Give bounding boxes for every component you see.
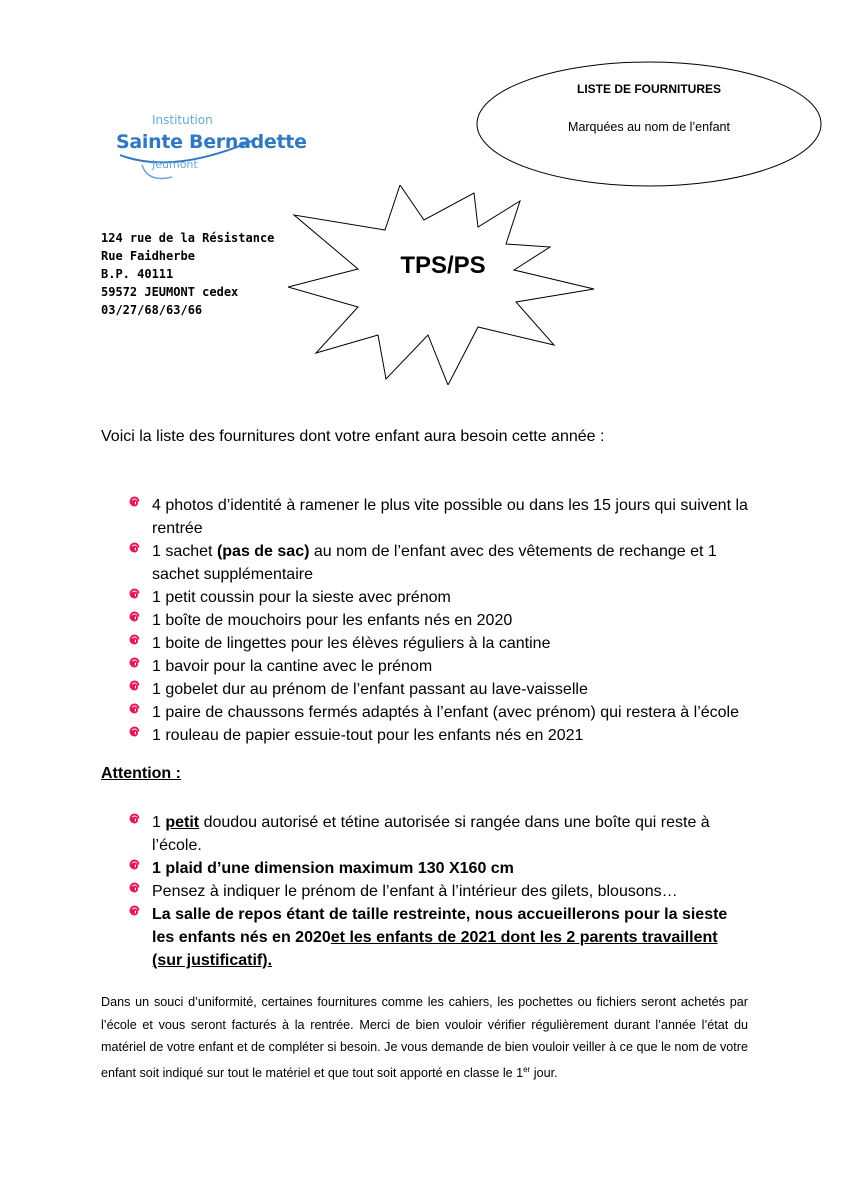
spiral-bullet-icon bbox=[126, 726, 140, 740]
spiral-bullet-icon bbox=[126, 542, 140, 556]
list-item: 1 sachet (pas de sac) au nom de l’enfant avec des vêtements de rechange et 1 sachet supplémentaire bbox=[126, 540, 752, 586]
spiral-bullet-icon bbox=[126, 905, 140, 919]
spiral-bullet-icon bbox=[126, 588, 140, 602]
attention-list bbox=[126, 811, 752, 972]
header-title: LISTE DE FOURNITURES bbox=[576, 82, 721, 96]
spiral-bullet-icon bbox=[126, 657, 140, 671]
list-item: 1 gobelet dur au prénom de l’enfant passant au lave-vaisselle bbox=[126, 678, 752, 701]
header-ellipse bbox=[475, 60, 823, 188]
spiral-bullet-icon bbox=[126, 859, 140, 873]
list-item: 1 rouleau de papier essuie-tout pour les enfants nés en 2021 bbox=[126, 724, 752, 747]
class-star-badge bbox=[288, 185, 598, 385]
spiral-bullet-icon bbox=[126, 703, 140, 717]
list-item: 1 boite de lingettes pour les élèves réguliers à la cantine bbox=[126, 632, 752, 655]
logo-line-institution: Institution bbox=[152, 113, 213, 127]
list-item: 1 plaid d’une dimension maximum 130 X160 cm bbox=[126, 857, 752, 880]
intro-text: Voici la liste des fournitures dont votre enfant aura besoin cette année : bbox=[101, 428, 605, 445]
list-item: 1 boîte de mouchoirs pour les enfants nés en 2020 bbox=[126, 609, 752, 632]
address-line: B.P. 40111 bbox=[101, 267, 174, 281]
spiral-bullet-icon bbox=[126, 680, 140, 694]
spiral-bullet-icon bbox=[126, 882, 140, 896]
footer-paragraph: Dans un souci d’uniformité, certaines fournitures comme les cahiers, les pochettes ou fichiers seront achetés par l’école et vous seront facturés à la rentrée. Merci de bien vouloir vérifier régulièrement durant l’année l’état du matériel de votre enfant et de compléter si besoin. Je vous demande de bien vouloir veiller à ce que le nom de votre enfant soit indiqué sur tout le matériel et que tout soit apporté en classe le 1er jour. bbox=[101, 995, 748, 1080]
spiral-bullet-icon bbox=[126, 813, 140, 827]
address-line: Rue Faidherbe bbox=[101, 249, 195, 263]
logo-line-town: Jeumont bbox=[152, 158, 198, 171]
address-phone: 03/27/68/63/66 bbox=[101, 303, 203, 317]
spiral-bullet-icon bbox=[126, 496, 140, 510]
list-item: 1 paire de chaussons fermés adaptés à l’enfant (avec prénom) qui restera à l’école bbox=[126, 701, 752, 724]
school-address bbox=[101, 229, 274, 319]
school-logo bbox=[112, 113, 307, 188]
class-label: TPS/PS bbox=[400, 252, 486, 279]
attention-heading: Attention : bbox=[101, 765, 181, 782]
supplies-list bbox=[126, 494, 752, 747]
list-item: 1 bavoir pour la cantine avec le prénom bbox=[126, 655, 752, 678]
list-item: 4 photos d’identité à ramener le plus vite possible ou dans les 15 jours qui suivent la rentrée bbox=[126, 494, 752, 540]
list-item: 1 petit coussin pour la sieste avec prénom bbox=[126, 586, 752, 609]
logo-line-name: Sainte Bernadette bbox=[116, 131, 307, 153]
spiral-bullet-icon bbox=[126, 634, 140, 648]
list-item: Pensez à indiquer le prénom de l’enfant à l’intérieur des gilets, blousons… bbox=[126, 880, 752, 903]
starburst-icon bbox=[288, 185, 598, 385]
address-line: 124 rue de la Résistance bbox=[101, 231, 275, 245]
list-item: 1 petit doudou autorisé et tétine autorisée si rangée dans une boîte qui reste à l’école. bbox=[126, 811, 752, 857]
address-line: 59572 JEUMONT cedex bbox=[101, 285, 239, 299]
list-item: La salle de repos étant de taille restreinte, nous accueillerons pour la sieste les enfants nés en 2020et les enfants de 2021 dont les 2 parents travaillent (sur justificatif). bbox=[126, 903, 752, 972]
spiral-bullet-icon bbox=[126, 611, 140, 625]
header-subtitle: Marquées au nom de l’enfant bbox=[568, 120, 730, 134]
